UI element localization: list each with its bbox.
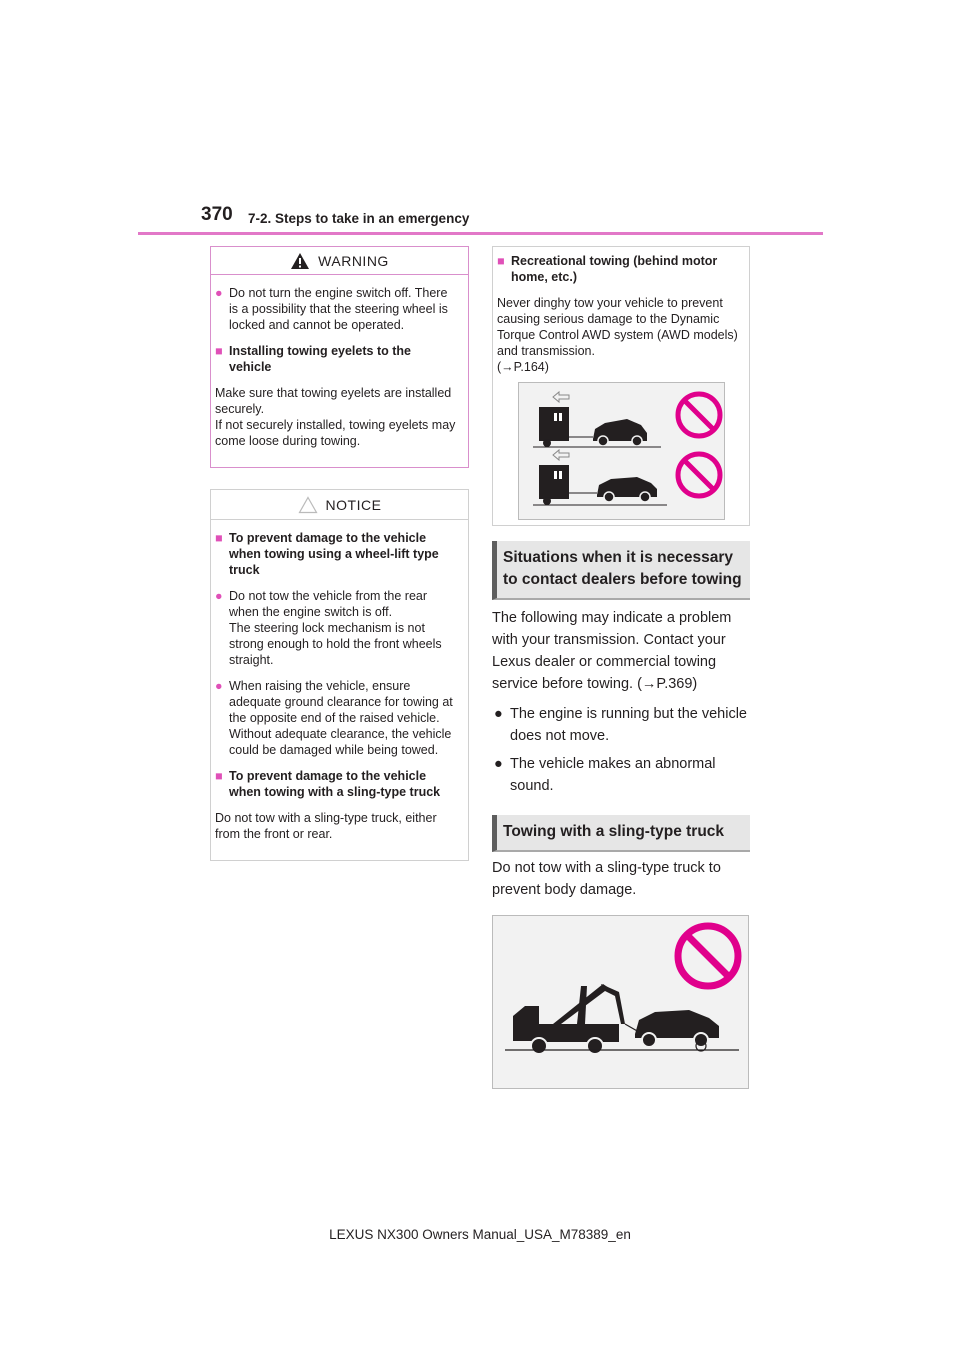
square-marker: ■ bbox=[215, 344, 223, 358]
notice-item-text: When raising the vehicle, ensure adequate ground clearance for towing at the opposite end of the raised vehicle. bbox=[229, 679, 453, 725]
notice-subheading-text: To prevent damage to the vehicle when towing with a sling-type truck bbox=[229, 769, 441, 799]
dinghy-tow-figure bbox=[519, 383, 724, 519]
sling-truck-illustration bbox=[492, 915, 749, 1089]
situations-bullet bbox=[492, 703, 754, 747]
warning-subheading bbox=[215, 343, 456, 375]
situations-bullet-text: The vehicle makes an abnormal sound. bbox=[510, 756, 716, 794]
warning-item bbox=[215, 285, 456, 333]
situations-heading: Situations when it is necessary to contact dealers before towing bbox=[492, 541, 750, 600]
situations-intro: The following may indicate a problem with your transmission. Contact your Lexus dealer or commercial towing service before towing. (→P.369) bbox=[492, 610, 732, 692]
section-title: 7-2. Steps to take in an emergency bbox=[248, 211, 470, 226]
tow-truck-shape bbox=[513, 1006, 539, 1041]
notice-subheading bbox=[215, 768, 456, 800]
warning-title-text: WARNING bbox=[318, 252, 389, 269]
prohibited-icon bbox=[678, 926, 738, 986]
warning-box bbox=[210, 246, 469, 468]
recreational-text bbox=[497, 295, 741, 375]
situations-bullet bbox=[492, 753, 754, 797]
motorhome-shape bbox=[539, 465, 569, 499]
warning-paragraph-line1: Make sure that towing eyelets are installed securely. bbox=[215, 386, 452, 416]
warning-title bbox=[211, 247, 468, 275]
situations-body bbox=[492, 607, 754, 797]
header-rule bbox=[138, 232, 823, 235]
notice-triangle-icon bbox=[298, 496, 318, 514]
warning-paragraph bbox=[215, 385, 456, 449]
bullet-marker: ● bbox=[215, 679, 223, 693]
recreational-text-body: Never dinghy tow your vehicle to prevent causing serious damage to the Dynamic Torque Control AWD system (AWD models) and transmission. bbox=[497, 296, 738, 358]
notice-subheading bbox=[215, 530, 456, 578]
page-footer: LEXUS NX300 Owners Manual_USA_M78389_en bbox=[329, 1227, 631, 1242]
notice-item-text: The steering lock mechanism is not strong enough to hold the front wheels straight. bbox=[229, 621, 442, 667]
notice-item-text: Do not tow the vehicle from the rear when the engine switch is off. bbox=[229, 589, 428, 619]
notice-item bbox=[215, 588, 456, 668]
notice-box bbox=[210, 489, 469, 861]
situations-bullet-text: The engine is running but the vehicle does not move. bbox=[510, 706, 747, 744]
warning-triangle-icon bbox=[290, 252, 310, 270]
notice-paragraph: Do not tow with a sling-type truck, either from the front or rear. bbox=[215, 811, 437, 841]
prohibited-icon bbox=[678, 394, 720, 436]
bullet-marker: ● bbox=[215, 286, 223, 300]
recreational-heading-text: Recreational towing (behind motor home, etc.) bbox=[511, 254, 718, 284]
dinghy-tow-illustration bbox=[518, 382, 725, 520]
bullet-dot: ● bbox=[494, 756, 503, 772]
recreational-towing-box bbox=[492, 246, 750, 526]
square-marker: ■ bbox=[215, 769, 223, 783]
bullet-dot: ● bbox=[494, 706, 503, 722]
notice-subheading-text: To prevent damage to the vehicle when towing using a wheel-lift type truck bbox=[229, 531, 439, 577]
sling-towing-heading: Towing with a sling-type truck bbox=[492, 815, 750, 852]
motorhome-shape bbox=[539, 407, 569, 441]
notice-title-text: NOTICE bbox=[325, 496, 382, 513]
sling-truck-figure bbox=[493, 916, 748, 1088]
warning-item-text: Do not turn the engine switch off. There is a possibility that the steering wheel is locked and cannot be operated. bbox=[229, 286, 448, 332]
warning-paragraph-line2: If not securely installed, towing eyelets may come loose during towing. bbox=[215, 418, 456, 448]
page-number: 370 bbox=[201, 204, 233, 225]
square-marker: ■ bbox=[215, 531, 223, 545]
warning-subheading-text: Installing towing eyelets to the vehicle bbox=[229, 344, 411, 374]
notice-title bbox=[211, 490, 468, 520]
notice-item bbox=[215, 678, 456, 758]
notice-item-text: Without adequate clearance, the vehicle could be damaged while being towed. bbox=[229, 727, 452, 757]
square-marker: ■ bbox=[497, 254, 505, 268]
sling-towing-body: Do not tow with a sling-type truck to prevent body damage. bbox=[492, 860, 721, 898]
recreational-heading bbox=[497, 253, 741, 285]
bullet-marker: ● bbox=[215, 589, 223, 603]
prohibited-icon bbox=[678, 454, 720, 496]
page-reference: (→P.164) bbox=[497, 360, 549, 374]
